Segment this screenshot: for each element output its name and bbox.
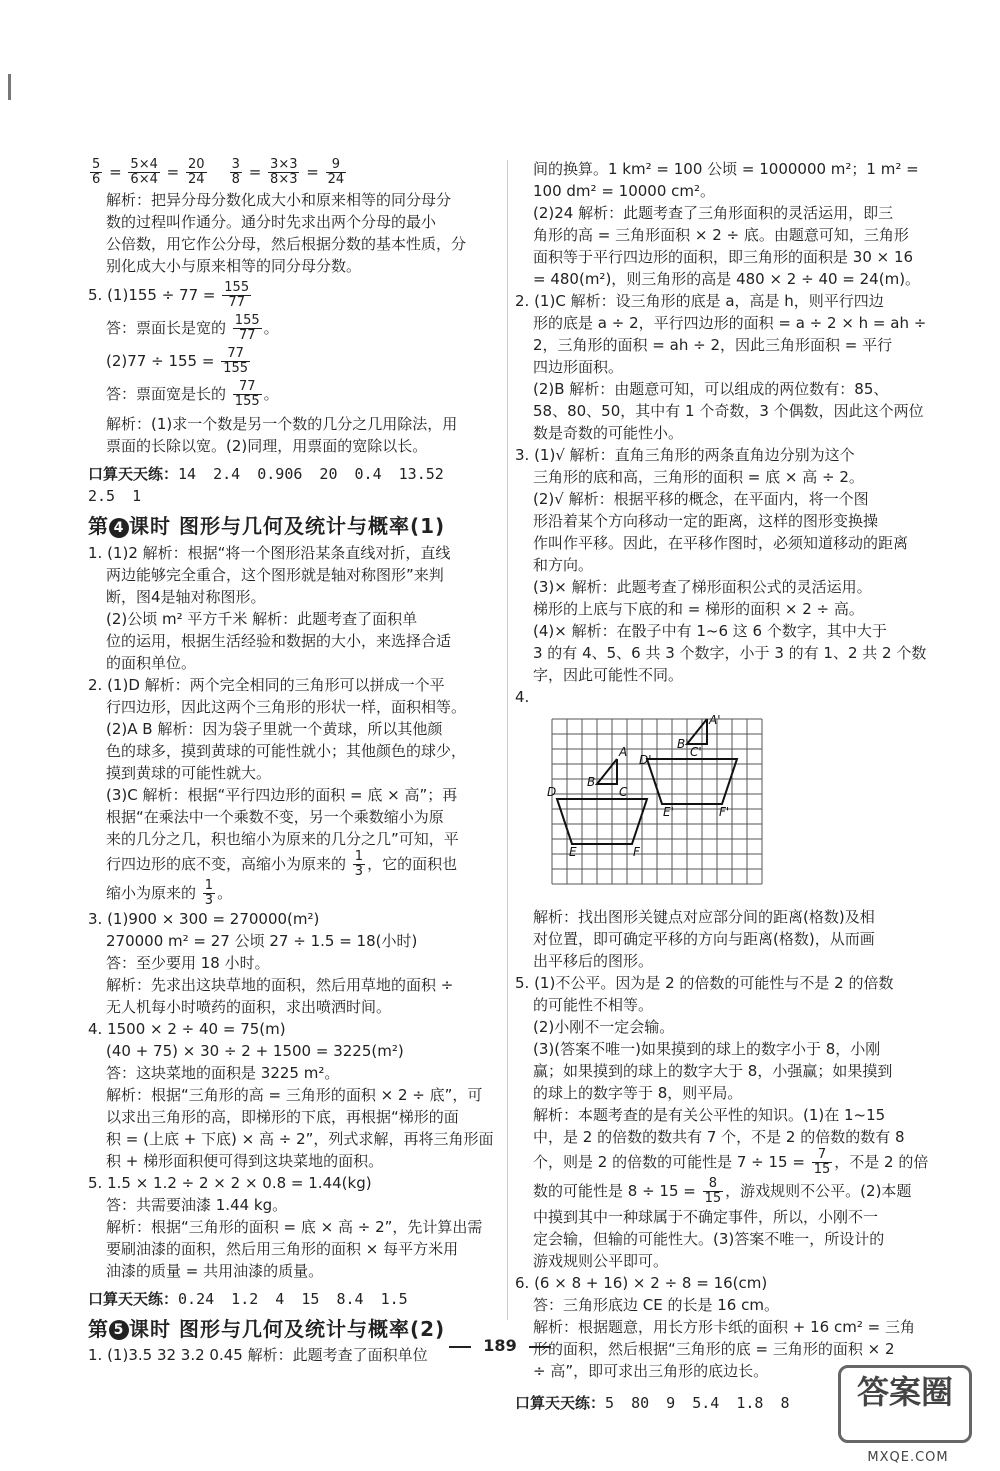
triangle-abc — [597, 759, 617, 784]
answer-text: (4)× 解析：在骰子中有 1~6 这 6 个数字，其中大于 — [533, 622, 887, 640]
analysis-text: 对位置，即可确定平移的方向与距离(格数)，从而画 — [533, 930, 875, 948]
point-label: E' — [663, 805, 674, 819]
analysis-text: 作叫作平移。因此，在平移作图时，必须知道移动的距离 — [533, 534, 909, 552]
point-label: C — [619, 785, 628, 799]
trapezoid-def — [557, 799, 647, 844]
answer-text: 答：至少要用 18 小时。 — [106, 953, 270, 972]
answer-text: (40 + 75) × 30 ÷ 2 + 1500 = 3225(m²) — [106, 1041, 404, 1060]
point-label: A' — [709, 714, 721, 727]
analysis-text: 解析：根据题意，用长方形卡纸的面积 + 16 cm² = 三角 — [533, 1318, 915, 1336]
dash-right — [529, 1346, 551, 1348]
trapezoid-def-prime — [647, 759, 737, 804]
oral-practice: 口算天天练：5 80 9 5.4 1.8 8 — [515, 1394, 790, 1412]
question-5: 5. 1.5 × 1.2 ÷ 2 × 2 × 0.8 = 1.44(kg) — [88, 1173, 372, 1192]
analysis-text: 间的换算。1 km² = 100 公顷 = 1000000 m²；1 m² = — [533, 160, 919, 178]
analysis-text: 四边形面积。 — [533, 358, 624, 376]
fraction: $\frac{3\times 3}{8\times 3}$ — [270, 157, 298, 187]
answer-text: 答：票面长是宽的 $\frac{155}{77}$ 。 — [106, 313, 279, 343]
point-label: B — [587, 775, 596, 789]
answer-text: 行四边形，因此这两个三角形的形状一样，面积相等。 — [106, 697, 467, 716]
analysis-text: 面积等于平行四边形的面积，即三角形的面积是 30 × 16 — [533, 248, 914, 266]
analysis-text: 解析：找出图形关键点对应部分间的距离(格数)及相 — [533, 908, 875, 926]
lesson-5-title: 第 5 课时 图形与几何及统计与概率(2) — [88, 1316, 446, 1341]
analysis-text: 数的可能性是 8 ÷ 15 = $\frac{8}{15}$ ，游戏规则不公平。(2)本题 — [533, 1176, 912, 1206]
analysis-text: 3 的有 4、5、6 共 3 个数字，小于 3 的有 1、2 共 2 个数 — [533, 644, 927, 662]
point-label: F — [633, 845, 640, 859]
answer-text: 答：共需要油漆 1.44 kg。 — [106, 1195, 288, 1214]
answer-text: 的可能性不相等。 — [533, 996, 654, 1014]
analysis-text: 游戏规则公平即可。 — [533, 1252, 669, 1270]
analysis-text: 形沿着某个方向移动一定的距离，这样的图形变换操 — [533, 512, 879, 530]
answer-text: (2)B 解析：由题意可知，可以组成的两位数有：85、 — [533, 380, 889, 398]
question-1: 1. (1)3.5 32 3.2 0.45 解析：此题考查了面积单位 — [88, 1346, 428, 1364]
answer-text: 两边能够完全重合，这个图形就是轴对称图形”来判 — [106, 565, 444, 584]
answer-text: 位的运用，根据生活经验和数据的大小，来选择合适 — [106, 631, 452, 650]
point-label: F' — [719, 805, 730, 819]
question-1: 1. (1)2 解析：根据“将一个图形沿某条直线对折，直线 — [88, 543, 451, 562]
fraction: $\frac{5}{6}$ — [92, 157, 101, 187]
oral-practice: 口算天天练：0.24 1.2 4 15 8.4 1.5 — [88, 1289, 408, 1308]
analysis-text: 58、80、50，其中有 1 个奇数，3 个偶数，因此这个两位 — [533, 402, 924, 420]
fraction: $\frac{5\times 4}{6\times 4}$ — [130, 157, 158, 187]
fraction: $\frac{8}{15}$ — [704, 1176, 722, 1206]
translated-shape — [647, 719, 737, 804]
analysis-text: 解析：(1)求一个数是另一个数的几分之几用除法，用 — [106, 415, 458, 433]
fraction: $\frac{9}{24}$ — [327, 157, 345, 187]
lesson-number-badge: 4 — [109, 518, 129, 538]
analysis-text: 形的底是 a ÷ 2，平行四边形的面积 = a ÷ 2 × h = ah ÷ — [533, 314, 927, 332]
analysis-text: 油漆的质量 = 共用油漆的质量。 — [106, 1261, 324, 1280]
analysis-text: 解析：把异分母分数化成大小和原来相等的同分母分 — [106, 191, 452, 209]
answer-text: (2)24 解析：此题考查了三角形面积的灵活运用，即三 — [533, 204, 894, 222]
binding-mark — [8, 74, 11, 100]
point-label: B' — [677, 737, 689, 751]
answer-text: 断，图4是轴对称图形。 — [106, 587, 266, 606]
analysis-text: 100 dm² = 10000 cm²。 — [533, 182, 716, 200]
right-column — [515, 158, 935, 1418]
page-number: 189 — [0, 1336, 1000, 1355]
analysis-text: 2，三角形的面积 = ah ÷ 2，因此三角形面积 = 平行 — [533, 336, 893, 354]
watermark-logo: 答案圈 — [838, 1365, 972, 1443]
analysis-text: 角形的高 = 三角形面积 × 2 ÷ 底。由题意可知，三角形 — [533, 226, 909, 244]
answer-text: (2)小刚不一定会输。 — [533, 1018, 675, 1036]
answer-text: 答：这块菜地的面积是 3225 m²。 — [106, 1063, 340, 1082]
analysis-text: 中，是 2 的倍数的数共有 7 个，不是 2 的倍数的数有 8 — [533, 1128, 905, 1146]
fraction: $\frac{3}{8}$ — [231, 157, 240, 187]
fraction: $\frac{1}{3}$ — [354, 848, 364, 879]
point-label: A — [619, 745, 628, 759]
fraction: $\frac{1}{3}$ — [204, 877, 214, 908]
analysis-text: 数的过程叫作通分。通分时先求出两个分母的最小 — [106, 213, 437, 231]
triangle-abc-prime — [687, 719, 707, 744]
answer-text: 赢；如果摸到的球上的数字大于 8，小强赢；如果摸到 — [533, 1062, 893, 1080]
analysis-text: 以求出三角形的高，即梯形的下底，再根据“梯形的面 — [106, 1107, 459, 1126]
question-5: 5. (1)不公平。因为是 2 的倍数的可能性与不是 2 的倍数 — [515, 974, 894, 992]
lesson-4-title: 第 4 课时 图形与几何及统计与概率(1) — [88, 514, 446, 538]
answer-text: 根据“在乘法中一个乘数不变，另一个乘数缩小为原 — [106, 807, 444, 826]
analysis-text: 和方向。 — [533, 556, 594, 574]
lesson-number-badge: 5 — [109, 1320, 129, 1340]
point-label: E — [569, 845, 577, 859]
analysis-text: 个，则是 2 的倍数的可能性是 7 ÷ 15 = $\frac{7}{15}$ ，不是 2 的倍 — [533, 1147, 929, 1177]
answer-text: 的面积单位。 — [106, 653, 197, 672]
analysis-text: 定会输，但输的可能性大。(3)答案不唯一，所设计的 — [533, 1230, 885, 1248]
analysis-text: 解析：本题考查的是有关公平性的知识。(1)在 1~15 — [533, 1106, 886, 1124]
oral-practice: 口算天天练：14 2.4 0.906 20 0.4 13.52 2.5 1 — [88, 465, 444, 505]
question-4: 4. — [515, 688, 530, 706]
question-2: 2. (1)D 解析：两个完全相同的三角形可以拼成一个平 — [88, 675, 445, 694]
answer-text: (2)A B 解析：因为袋子里就一个黄球，所以其他颜 — [106, 719, 443, 738]
analysis-text: 无人机每小时喷药的面积，求出喷洒时间。 — [106, 997, 392, 1016]
question-3: 3. (1)900 × 300 = 270000(m²) — [88, 909, 320, 928]
question-2: 2. (1)C 解析：设三角形的底是 a，高是 h，则平行四边 — [515, 292, 884, 310]
analysis-text: 三角形的底和高，三角形的面积 = 底 × 高 ÷ 2。 — [533, 468, 864, 486]
analysis-text: 积 = (上底 + 下底) × 高 ÷ 2”，列式求解，再将三角形面 — [106, 1129, 494, 1148]
fraction: $\frac{77}{155}$ — [223, 346, 249, 376]
analysis-text: 字，因此可能性不同。 — [533, 666, 684, 684]
answer-text: (2)√ 解析：根据平移的概念，在平面内，将一个图 — [533, 490, 869, 508]
analysis-text: ÷ 高”，即可求出三角形的底边长。 — [533, 1362, 769, 1380]
question-5-part-1: 5. (1)155 ÷ 77 = $\frac{155}{77}$ — [88, 280, 250, 310]
analysis-text: 解析：先求出这块草地的面积，然后用草地的面积 ÷ — [106, 975, 454, 994]
question-4: 4. 1500 × 2 ÷ 40 = 75(m) — [88, 1019, 286, 1038]
answer-text: 缩小为原来的 $\frac{1}{3}$ 。 — [106, 877, 233, 908]
analysis-text: 梯形的上底与下底的和 = 梯形的面积 × 2 ÷ 高。 — [533, 600, 864, 618]
watermark-site: MXQE.COM — [867, 1450, 949, 1465]
analysis-text: 中摸到其中一种球属于不确定事件，所以，小刚不一 — [533, 1208, 879, 1226]
answer-text: 270000 m² = 27 公顷 27 ÷ 1.5 = 18(小时) — [106, 931, 418, 950]
analysis-text: 解析：根据“三角形的高 = 三角形的面积 × 2 ÷ 底”，可 — [106, 1085, 483, 1104]
fraction: $\frac{155}{77}$ — [234, 313, 260, 343]
fraction: $\frac{155}{77}$ — [224, 280, 250, 310]
analysis-text: 积 + 梯形面积便可得到这块菜地的面积。 — [106, 1151, 384, 1170]
fraction: $\frac{7}{15}$ — [813, 1147, 831, 1177]
analysis-text: = 480(m²)，则三角形的高是 480 × 2 ÷ 40 = 24(m)。 — [533, 270, 921, 288]
answer-text: 色的球多，摸到黄球的可能性就小；其他颜色的球少， — [106, 741, 467, 760]
fraction: $\frac{20}{24}$ — [188, 157, 205, 187]
analysis-text: 出平移后的图形。 — [533, 952, 654, 970]
fraction: $\frac{77}{155}$ — [234, 379, 260, 409]
answer-text: 摸到黄球的可能性就大。 — [106, 763, 272, 782]
dash-left — [449, 1346, 471, 1348]
point-label: C' — [690, 745, 702, 759]
fraction-line: $\frac{5}{6}$ = $\frac{5\times 4}{6\times 4}$ = $\frac{20}{24}$ $\frac{3}{8}$ = $\frac{3\times 3}{8\times 3}$ = $\frac{9}{24}$ — [92, 157, 345, 187]
analysis-text: 解析：根据“三角形的面积 = 底 × 高 ÷ 2”，先计算出需 — [106, 1217, 483, 1236]
question-5-part-2: (2)77 ÷ 155 = $\frac{77}{155}$ — [106, 346, 249, 376]
answer-text: 答：票面宽是长的 $\frac{77}{155}$ 。 — [106, 379, 279, 409]
analysis-text: 别化成大小与原来相等的同分母分数。 — [106, 257, 362, 275]
translation-grid — [547, 714, 777, 894]
answer-text: 来的几分之几，积也缩小为原来的几分之几”可知，平 — [106, 829, 459, 848]
question-3: 3. (1)√ 解析：直角三角形的两条直角边分别为这个 — [515, 446, 855, 464]
grid-lines — [552, 719, 762, 884]
point-label: D — [547, 785, 557, 799]
answer-text: (3)× 解析：此题考查了梯形面积公式的灵活运用。 — [533, 578, 872, 596]
answer-text: (2)公顷 m² 平方千米 解析：此题考查了面积单 — [106, 609, 418, 628]
answer-text: 答：三角形底边 CE 的长是 16 cm。 — [533, 1296, 779, 1314]
translation-grid-figure — [547, 714, 935, 900]
original-shape — [557, 759, 647, 844]
answer-text: (3)(答案不唯一)如果摸到的球上的数字小于 8，小刚 — [533, 1040, 881, 1058]
answer-text: (3)C 解析：根据“平行四边形的面积 = 底 × 高”；再 — [106, 785, 458, 804]
point-label: D' — [639, 753, 652, 767]
answer-text: 的球上的数字等于 8，则平局。 — [533, 1084, 743, 1102]
answer-text: 行四边形的底不变，高缩小为原来的 $\frac{1}{3}$ ，它的面积也 — [106, 848, 458, 879]
column-divider — [507, 160, 508, 1320]
question-6: 6. (6 × 8 + 16) × 2 ÷ 8 = 16(cm) — [515, 1274, 768, 1292]
analysis-text: 数是奇数的可能性小。 — [533, 424, 684, 442]
analysis-text: 要刷油漆的面积，然后用三角形的面积 × 每平方米用 — [106, 1239, 459, 1258]
analysis-text: 票面的长除以宽。(2)同理，用票面的宽除以长。 — [106, 437, 428, 455]
analysis-text: 形的面积，然后根据“三角形的底 = 三角形的面积 × 2 — [533, 1340, 895, 1358]
left-column — [88, 158, 498, 1366]
analysis-text: 公倍数，用它作公分母，然后根据分数的基本性质，分 — [106, 235, 467, 253]
